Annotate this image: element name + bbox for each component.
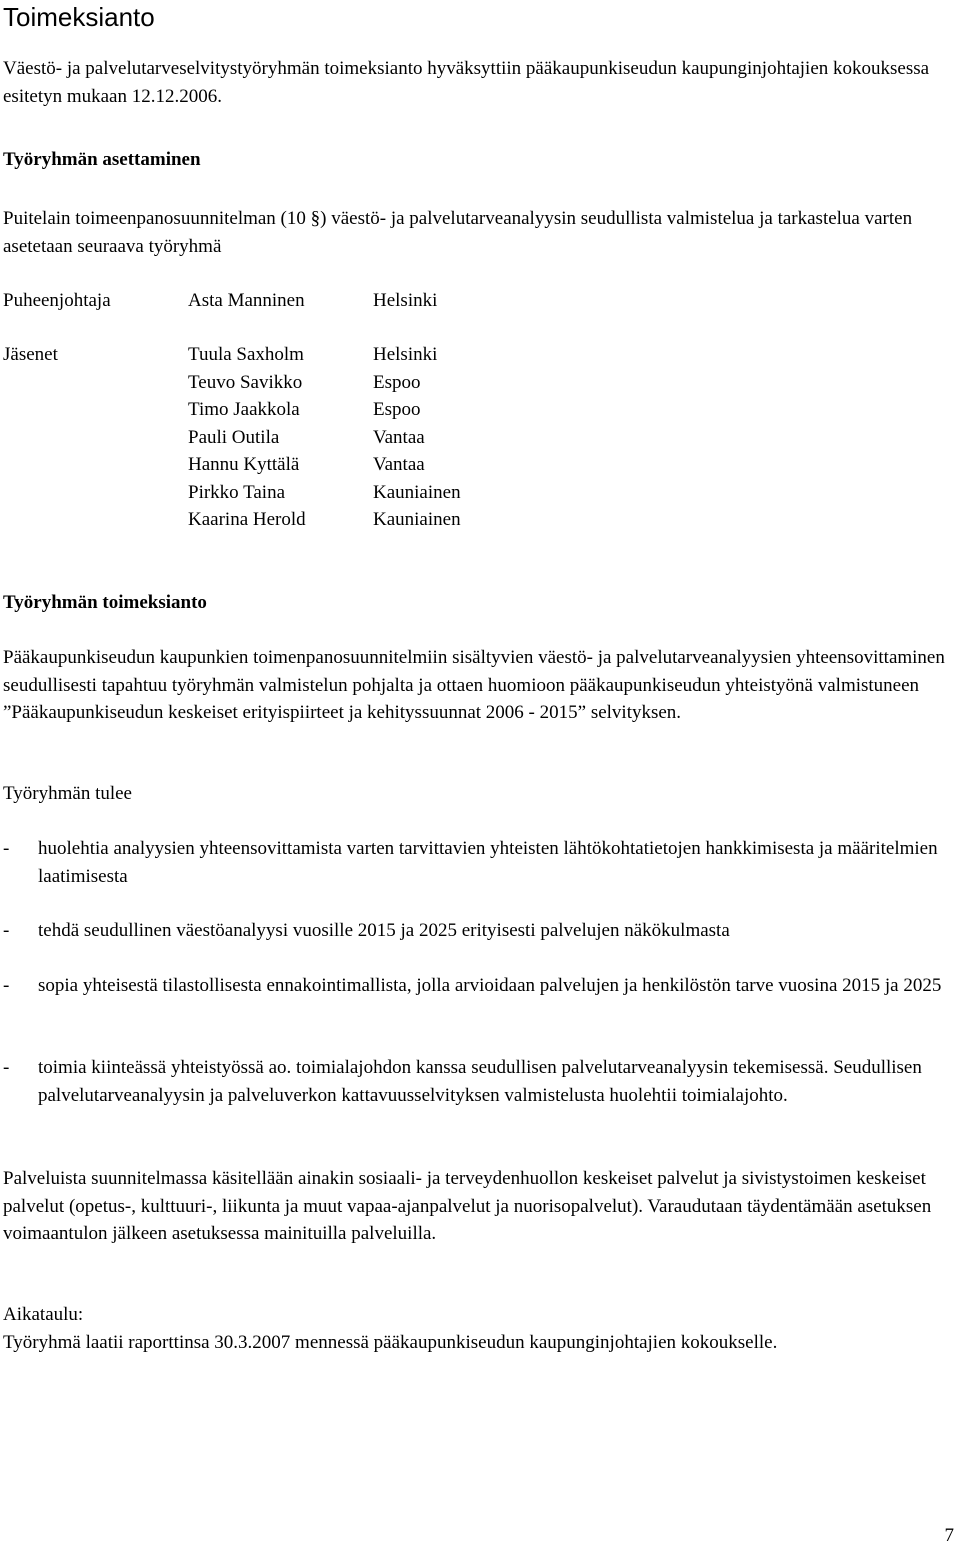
dash-bullet: - (3, 975, 10, 996)
section-heading-toimeksianto: Työryhmän toimeksianto (3, 592, 207, 613)
task-text: tehdä seudullinen väestöanalyysi vuosille 2015 ja 2025 erityisesti palvelujen näkökulmasta (38, 920, 730, 941)
member-city: Vantaa (373, 427, 425, 448)
member-city: Kauniainen (373, 509, 461, 530)
page-number: 7 (944, 1525, 954, 1546)
dash-bullet: - (3, 920, 10, 941)
member-name: Tuula Saxholm (188, 344, 304, 365)
schedule-label: Aikataulu: (3, 1304, 84, 1325)
member-city: Espoo (373, 399, 421, 420)
tasks-lead: Työryhmän tulee (3, 783, 132, 804)
page-title: Toimeksianto (3, 2, 155, 32)
toimeksianto-paragraph: Pääkaupunkiseudun kaupunkien toimenpanosuunnitelmiin sisältyvien väestö- ja palvelutarveanalyysien yhteensovittaminen seudullisesti tapahtuu työryhmän valmistelun pohjalta ja ottaen huomioon pääkaupunkiseudun yhteistyönä valmistuneen ”Pääkaupunkiseudun keskeiset erityispiirteet ja kehityssuunnat 2006 - 2015” selvityksen. (3, 647, 945, 723)
members-role: Jäsenet (3, 344, 58, 365)
member-name: Kaarina Herold (188, 509, 306, 530)
task-text: huolehtia analyysien yhteensovittamista varten tarvittavien yhteisten lähtökohtatietojen hankkimisesta ja määritelmien laatimisesta (38, 838, 938, 887)
schedule-paragraph: Työryhmä laatii raporttinsa 30.3.2007 mennessä pääkaupunkiseudun kaupunginjohtajien kokoukselle. (3, 1332, 778, 1353)
services-paragraph: Palveluista suunnitelmassa käsitellään ainakin sosiaali- ja terveydenhuollon keskeiset palvelut ja sivistystoimen keskeiset palvelut (opetus-, kulttuuri-, liikunta ja muut vapaa-ajanpalvelut ja nuorisopalvelut). Varaudutaan täydentämään asetuksen voimaantulon jälkeen asetuksessa mainituilla palveluilla. (3, 1168, 932, 1244)
member-city: Espoo (373, 372, 421, 393)
asettaminen-paragraph: Puitelain toimeenpanosuunnitelman (10 §) väestö- ja palvelutarveanalyysin seudullista valmistelua ja tarkastelua varten asetetaan seuraava työryhmä (3, 208, 913, 257)
member-name: Teuvo Savikko (188, 372, 303, 393)
member-city: Vantaa (373, 454, 425, 475)
member-name: Timo Jaakkola (188, 399, 300, 420)
chair-name: Asta Manninen (188, 290, 305, 311)
member-name: Pauli Outila (188, 427, 280, 448)
member-city: Helsinki (373, 344, 438, 365)
dash-bullet: - (3, 1057, 10, 1078)
task-text: toimia kiinteässä yhteistyössä ao. toimialajohdon kanssa seudullisen palvelutarveanalyysin tekemisessä. Seudullisen palvelutarveanalyysin ja palveluverkon kattavuusselvityksen valmistelusta huolehtii toimialajohto. (38, 1057, 922, 1106)
section-heading-asettaminen: Työryhmän asettaminen (3, 149, 201, 170)
chair-role: Puheenjohtaja (3, 290, 111, 311)
task-text: sopia yhteisestä tilastollisesta ennakointimallista, jolla arvioidaan palvelujen ja henkilöstön tarve vuosina 2015 ja 2025 (38, 975, 942, 996)
chair-city: Helsinki (373, 290, 438, 311)
intro-paragraph: Väestö- ja palvelutarveselvitystyöryhmän toimeksianto hyväksyttiin pääkaupunkiseudun kaupunginjohtajien kokouksessa esitetyn mukaan 12.12.2006. (3, 58, 930, 107)
member-name: Hannu Kyttälä (188, 454, 300, 475)
dash-bullet: - (3, 838, 10, 859)
member-name: Pirkko Taina (188, 482, 286, 503)
member-city: Kauniainen (373, 482, 461, 503)
